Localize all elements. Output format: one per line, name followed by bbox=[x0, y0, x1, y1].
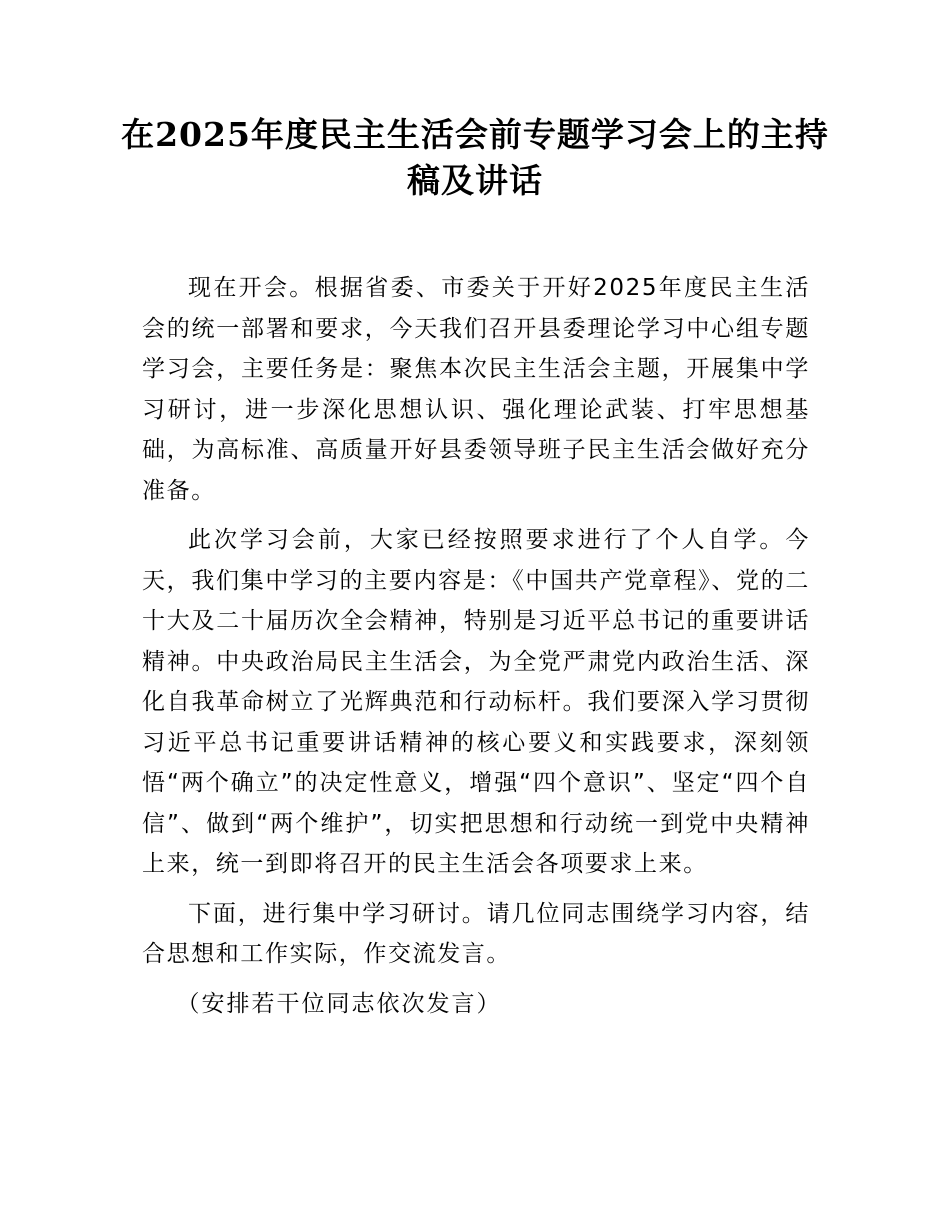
document-title: 在2025年度民主生活会前专题学习会上的主持稿及讲话 bbox=[121, 115, 829, 200]
paragraph-study-content: 此次学习会前，大家已经按照要求进行了个人自学。今天，我们集中学习的主要内容是：《中国共产党章程》、党的二十大及二十届历次全会精神，特别是习近平总书记的重要讲话精神。中央政治局民主生活会，为全党严肃党内政治生活、深化自我革命树立了光辉典范和行动标杆。我们要深入学习贯彻习近平总书记重要讲话精神的核心要义和实践要求，深刻领悟“两个确立”的决定性意义，增强“四个意识”、坚定“四个自信”、做到“两个维护”，切实把思想和行动统一到党中央精神上来，统一到即将召开的民主生活会各项要求上来。 bbox=[142, 527, 810, 877]
paragraph-discussion: 下面，进行集中学习研讨。请几位同志围绕学习内容，结合思想和工作实际，作交流发言。 bbox=[142, 900, 810, 967]
document-body bbox=[142, 268, 810, 1033]
paragraph-opening: 现在开会。根据省委、市委关于开好2025年度民主生活会的统一部署和要求，今天我们召开县委理论学习中心组专题学习会，主要任务是：聚焦本次民主生活会主题，开展集中学习研讨，进一步深化思想认识、强化理论武装、打牢思想基础，为高标准、高质量开好县委领导班子民主生活会做好充分准备。 bbox=[142, 275, 810, 504]
arrangement-note: （安排若干位同志依次发言） bbox=[176, 990, 502, 1017]
